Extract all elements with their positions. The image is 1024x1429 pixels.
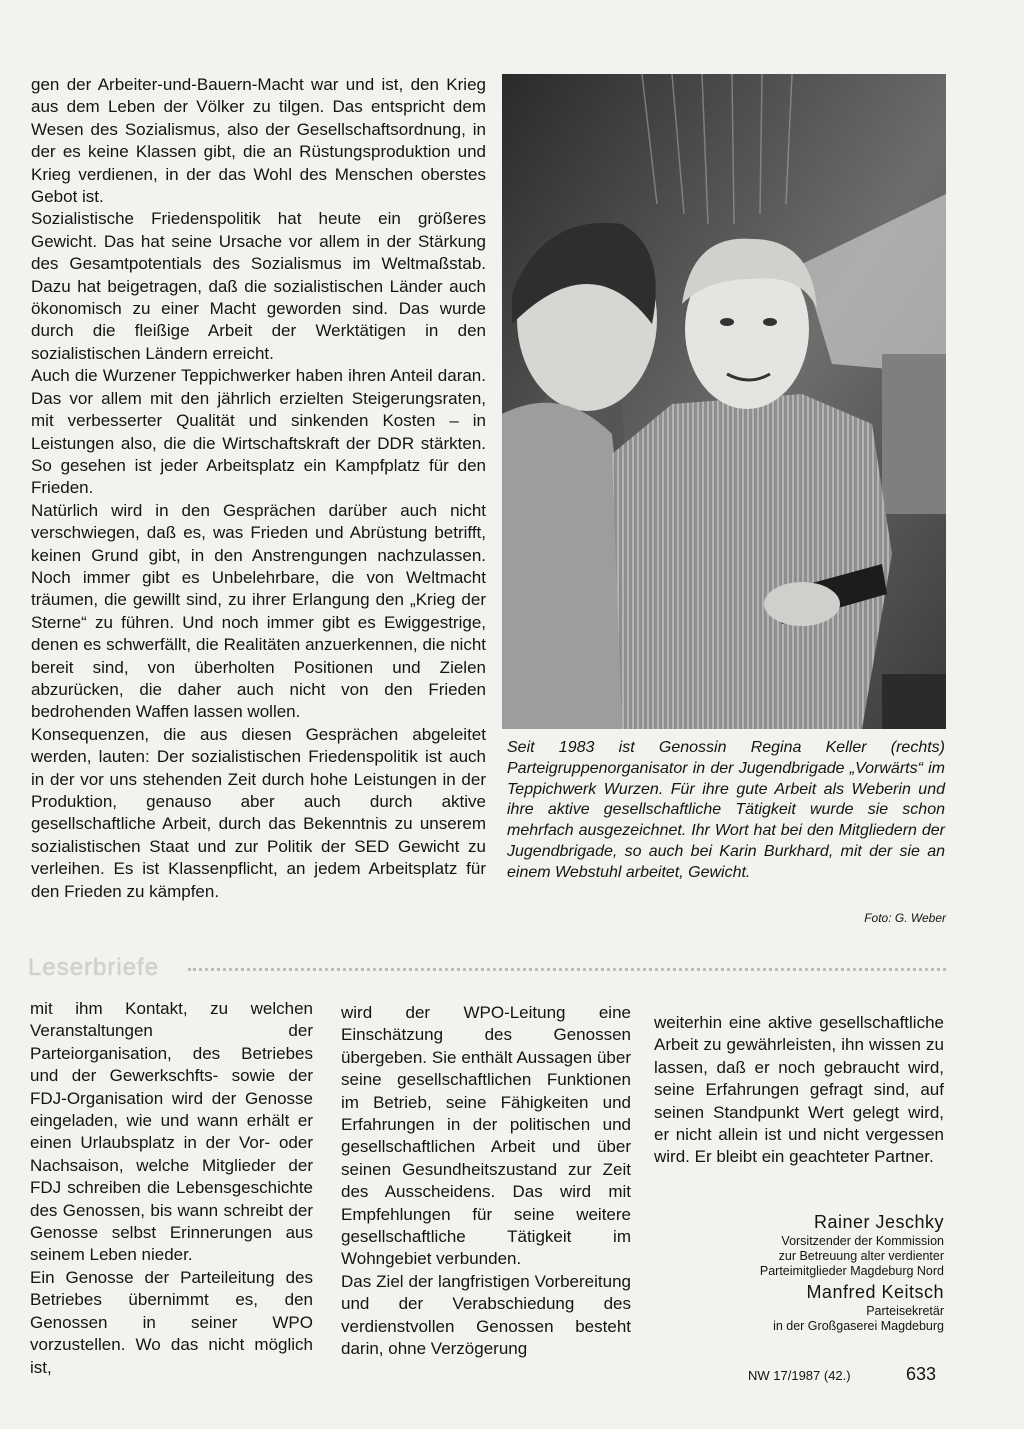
letter-paragraph: Das Ziel der langfristigen Vorbereitung und der Verabschiedung des verdienstvollen Genossen besteht darin, ohne Verzögerung bbox=[341, 1271, 631, 1359]
signature-role-line: Vorsitzender der Kommission bbox=[781, 1234, 944, 1248]
article-paragraph: Natürlich wird in den Gesprächen darüber auch nicht verschwiegen, daß es, was Frieden und Abrüstung betrifft, keinen Grund gibt, in den Anstrengungen nachzulassen. Noch immer gibt es Unbelehrbare, die von Weltmacht träumen, die gewillt sind, zu ihrer Erlangung den „Krieg der Sterne“ zu führen. Und noch immer gibt es Ewiggestrige, denen es schwerfällt, die Realitäten anzuerkennen, die nicht bereit sind, von überholten Positionen und Zielen abzurücken, die daher auch nicht von den Frieden bedrohenden Waffen lassen wollen. bbox=[31, 500, 486, 722]
signature-name: Manfred Keitsch bbox=[806, 1282, 944, 1302]
signature-role bbox=[760, 1234, 944, 1279]
issue-reference: NW 17/1987 (42.) bbox=[748, 1368, 851, 1383]
section-divider bbox=[188, 968, 946, 971]
letter-column-1 bbox=[30, 998, 313, 1379]
page-number: 633 bbox=[906, 1364, 937, 1384]
signature-name: Rainer Jeschky bbox=[813, 1212, 944, 1232]
signature-role-line: Parteimitglieder Magdeburg Nord bbox=[759, 1264, 944, 1278]
signature-role-line: Parteisekretär bbox=[866, 1304, 944, 1318]
section-title: Leserbriefe bbox=[28, 954, 160, 981]
letter-column-2 bbox=[341, 1002, 631, 1361]
article-paragraph: Auch die Wurzener Teppichwerker haben ihren Anteil daran. Das vor allem mit den jährlich erzielten Steigerungsraten, mit verbesserter Qualität und sinkenden Kosten – in Leistungen also, die die Wirtschaftskraft der DDR stärkten. So gesehen ist jeder Arbeitsplatz ein Kampfplatz für den Frieden. bbox=[31, 366, 486, 498]
article-main-column bbox=[31, 74, 486, 903]
signature-role-line: zur Betreuung alter verdienter bbox=[778, 1249, 944, 1263]
signature-role bbox=[773, 1304, 944, 1334]
photo-illustration bbox=[502, 74, 946, 729]
letter-column-3 bbox=[654, 1012, 944, 1169]
article-paragraph: Sozialistische Friedenspolitik hat heute ein größeres Gewicht. Das hat seine Ursache vor allem in der Stärkung des Gesamtpotentials des Sozialismus im Weltmaßstab. Dazu hat beigetragen, daß die sozialistischen Länder auch ökonomisch zu einer Macht geworden sind. Das wurde durch die fleißige Arbeit der Werktätigen in den sozialistischen Ländern erreicht. bbox=[31, 209, 486, 363]
photo-credit: Foto: G. Weber bbox=[864, 911, 946, 925]
signature-role-line: in der Großgaserei Magdeburg bbox=[773, 1319, 944, 1333]
article-paragraph: Konsequenzen, die aus diesen Gesprächen abgeleitet werden, lauten: Der sozialistischen Friedenspolitik ist auch in der vor uns stehenden Zeit durch hohe Leistungen in der Produktion, genauso aber auch durch aktive gesellschaftliche Arbeit, durch das Bekenntnis zu unserem sozialistischen Staat und zur Politik der SED Gewicht zu verleihen. Es ist Klassenpflicht, an jedem Arbeitsplatz für den Frieden zu kämpfen. bbox=[31, 724, 486, 901]
article-paragraph: gen der Arbeiter-und-Bauern-Macht war und ist, den Krieg aus dem Leben der Völker zu tilgen. Das entspricht dem Wesen des Sozialismus, also der Gesellschaftsordnung, in der es keine Klassen gibt, die an Rüstungsproduktion und Krieg verdienen, in der das Wohl des Menschen oberstes Gebot ist. bbox=[31, 75, 486, 207]
letter-paragraph: Ein Genosse der Parteileitung des Betriebes übernimmt es, den Genossen in seiner WPO vorzustellen. Wo das nicht möglich ist, bbox=[30, 1267, 313, 1377]
letter-paragraph: mit ihm Kontakt, zu welchen Veranstaltungen der Parteiorganisation, des Betriebes und der Gewerkschfts- sowie der FDJ-Organisation wird der Genosse eingeladen, wie und wann erhält er einen Urlaubsplatz in der Vor- oder Nachsaison, welche Mitglieder der FDJ schreiben die Lebensgeschichte des Genossen, bis wann schreibt der Genosse selbst Erinnerungen aus seinem Leben nieder. bbox=[30, 999, 313, 1265]
photo-caption: Seit 1983 ist Genossin Regina Keller (rechts) Parteigruppenorganisator in der Jugendbrigade „Vorwärts“ im Teppichwerk Wurzen. Für ihre gute Arbeit als Weberin und ihre aktive gesellschaftliche Tätigkeit wurde sie schon mehrfach ausgezeichnet. Ihr Wort hat bei den Mitgliedern der Jugendbrigade, so auch bei Karin Burkhard, mit der sie an einem Webstuhl arbeitet, Gewicht. bbox=[507, 739, 945, 881]
section-header bbox=[28, 954, 946, 984]
letter-paragraph: wird der WPO-Leitung eine Einschätzung des Genossen übergeben. Sie enthält Aussagen über seine gesellschaftlichen Funktionen im Betrieb, seine Fähigkeiten und Erfahrungen in der politischen und gesellschaftlichen Arbeit und über seinen Gesundheitszustand zur Zeit des Ausscheidens. Das wird mit Empfehlungen für seine weitere gesellschaftliche Tätigkeit im Wohngebiet verbunden. bbox=[341, 1003, 631, 1269]
article-photo bbox=[502, 74, 946, 729]
letter-paragraph: weiterhin eine aktive gesellschaftliche Arbeit zu gewährleisten, ihn wissen zu lassen, daß er noch gebraucht wird, seine Erfahrungen gefragt sind, auf seinen Standpunkt Wert gelegt wird, er nicht allein ist und nicht vergessen wird. Er bleibt ein geachteter Partner. bbox=[654, 1013, 944, 1167]
